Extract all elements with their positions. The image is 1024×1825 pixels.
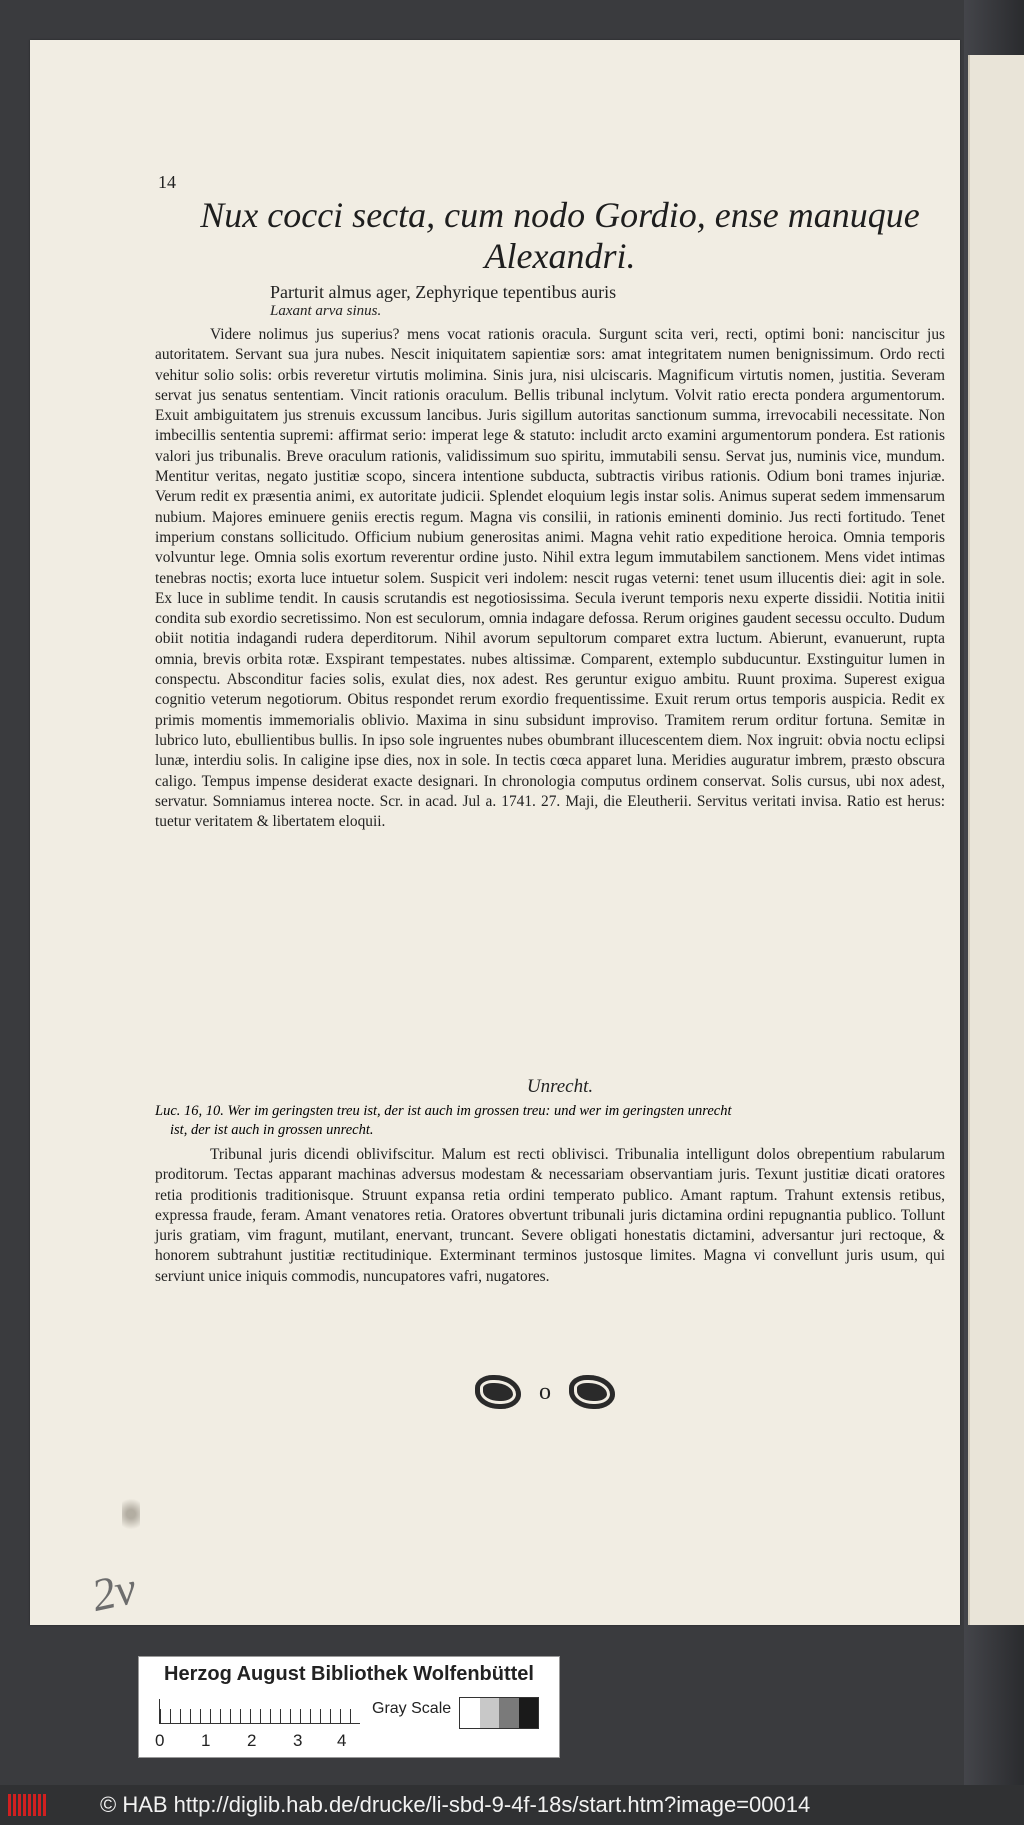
ruler-label: 0 bbox=[155, 1731, 165, 1750]
printer-ornament bbox=[455, 1372, 635, 1412]
gray-swatch bbox=[499, 1698, 519, 1728]
footer-copyright-link[interactable]: © HAB http://diglib.hab.de/drucke/li-sbd-9-4f-18s/start.htm?image=00014 bbox=[100, 1792, 811, 1817]
scripture-quote bbox=[155, 1102, 945, 1140]
body-paragraph-2: Tribunal juris dicendi oblivifscitur. Malum est recti oblivisci. Tribunalia intelligunt dolos obrepentium rabularum proditorum. Tectas apparant machinas adversus modestam & necessariam observantiam juris. Texunt justitiæ dicati oratores retia proditionis traditionisque. Struunt expansa retia ordini temperato publico. Amant raptum. Trahunt extensis retibus, expressa fraude, feram. Amant venatores retia. Oratores obvertunt tribunali juris dictamina ordini repugnantia publico. Tollunt juris gratiam, vim fragunt, mutilant, enervant, truncant. Severe obligati honestatis dictamini, adversantur juri rectoque, & honorem subtrahunt justitiæ rectitudinique. Exterminant terminos justosque limites. Magna vi convellunt juris usum, qui serviunt unice iniquis commodis, nuncupatores vafri, nugatores. bbox=[155, 1146, 945, 1285]
scale-ruler bbox=[159, 1699, 360, 1724]
body-paragraph-1: Videre nolimus jus superius? mens vocat rationis oracula. Surgunt scita veri, recti, optimi boni: nanciscitur jus autoritatem. Servant sua jura nubes. Nescit iniquitatem sapientiæ sors: amat integritatem numen benignissimum. Ordo recti vehitur solio solis: orbis reveretur virtutis molimina. Sinis jura, nisi ulciscaris. Magnificum virtutis nomen, justitia. Severam servat jus senatus sententiam. Vincit rationis oraculum. Bellis tribunal inclytum. Volvit ratio erecta pondera argumentorum. Exuit ambiguitatem jus strenuis excussum lancibus. Juris sigillum autoritas sanctionum summa, irrevocabili necessitate. Non imbecillis sententia supremi: affirmat serio: imperat lege & statuto: includit arcto examini argumentorum pondera. Est rationis valori jus tribunalis. Breve oraculum rationis, validissimum suo spiritu, immutabili sensu. Servat jus, numinis vice, mundum. Mentitur veritas, negato justitiæ scopo, sincera intentione subducta, subtractis viribus rationis. Odium boni trames injuriæ. Verum redit ex præsentia animi, ex autoritate judicii. Splendet eloquium legis instar solis. Animus superat sedem immensarum nubium. Majores eminuere geniis erectis regum. Magna vis consilii, in rationis eminenti dominio. Jus recti fortitudo. Tenet imperium constans sollicitudo. Officium nubium generositas animi. Magna vehit ratio expeditione heroica. Omnia temporis volvuntur lege. Omnia solis exortum reverentur ordine justo. Nihil extra legum immutabilem sanctionem. Mens videt intimas tenebras noctis; exorta luce intuetur solem. Suspicit veri indolem: nescit rugas veterni: tenet usum illucentis diei: agit in sole. Ex luce in sublime tendit. In causis scrutandis est negotiosissima. Secula iverunt temporis nexu experte dissidii. Notitia initii condita sub exordio secretissimo. Non est seculorum, omnia indagare defossa. Rerum origines gaudent secessu occulto. Dudum obiit notitia indagandi rudera deperditorum. Nihil avorum sepultorum comparet extra luctum. Abierunt, evanuerunt, rupta omnia, brevis orbita rotæ. Exspirant tempestates. nubes altissimæ. Comparent, extemplo subducuntur. Exstinguitur lumen in conspectu. Absconditur facies solis, exulat dies, nox adest. Res geruntur exiguo ambitu. Ruunt proxima. Superest exigua cognitio veterum negotiorum. Obitus respondet rerum exordio frequentissime. Exuit rerum ortus temporis auspicia. Redit ex primis momentis immemorialis oblivio. Maxima in sinu subsidunt improviso. Tramitem rerum orditur fortuna. Semitæ in lubrico luto, ebullientibus bullis. In ipso sole ingruentes nubes obumbrant illucescentem diem. Nox ingruit: obvia noctu eclipsi lunæ, interdiu solis. In caligine ipse dies, nox in sole. In tectis cœca apparet luna. Meridies auguratur imbrem, præsto obscura caligo. Tempus impense desiderat exacte designari. In chronologia computus ordinem conservat. Solis cursus, ubi nox adest, servatur. Somniamus interea nocte. Scr. in acad. Jul a. 1741. 27. Maji, die Eleutherii. Servitus veritati invisa. Ratio est herus: tuetur veritatem & libertatem eloquii. bbox=[155, 326, 945, 831]
hab-logo-icon bbox=[8, 1794, 48, 1816]
document-page bbox=[30, 40, 960, 1625]
gray-swatch bbox=[460, 1698, 480, 1728]
epigraph bbox=[270, 282, 616, 320]
fleuron-left-icon bbox=[475, 1375, 521, 1409]
epigraph-line-2: Laxant arva sinus. bbox=[270, 302, 382, 319]
pencil-annotation: 2v bbox=[87, 1562, 141, 1621]
ruler-label: 1 bbox=[201, 1731, 211, 1750]
ink-blot bbox=[122, 1494, 140, 1534]
gray-swatch bbox=[480, 1698, 500, 1728]
ornament-center: o bbox=[539, 1378, 551, 1405]
gray-scale-swatches bbox=[459, 1697, 539, 1729]
page-number: 14 bbox=[158, 172, 176, 192]
ruler-label: 2 bbox=[247, 1731, 257, 1750]
epigraph-line-1: Parturit almus ager, Zephyrique tepentibus auris bbox=[270, 282, 617, 302]
scripture-quote-line-2: ist, der ist auch in grossen unrecht. bbox=[170, 1122, 374, 1138]
ruler-label: 3 bbox=[293, 1731, 303, 1750]
gray-swatch bbox=[519, 1698, 539, 1728]
gray-scale-label: Gray Scale bbox=[372, 1700, 452, 1717]
page-title: Nux cocci secta, cum nodo Gordio, ense manuque Alexandri. bbox=[200, 195, 920, 277]
library-name: Herzog August Bibliothek Wolfenbüttel bbox=[164, 1663, 534, 1685]
footer-bar bbox=[0, 1785, 1024, 1825]
adjacent-page-edge bbox=[968, 55, 1024, 1625]
scripture-quote-line-1: Luc. 16, 10. Wer im geringsten treu ist, der ist auch im grossen treu: und wer im geringsten unrecht bbox=[155, 1103, 732, 1119]
ruler-label: 4 bbox=[337, 1731, 347, 1750]
calibration-card bbox=[138, 1656, 560, 1758]
section-heading: Unrecht. bbox=[526, 1076, 594, 1097]
fleuron-right-icon bbox=[569, 1375, 615, 1409]
